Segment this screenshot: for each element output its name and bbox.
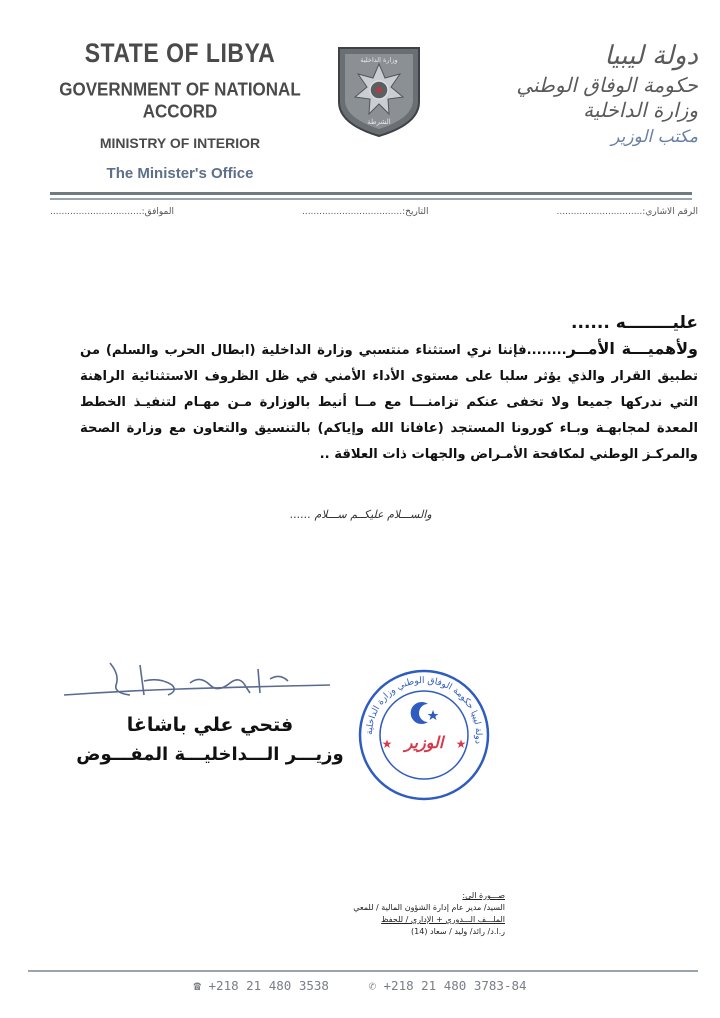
fax-contact bbox=[368, 978, 526, 993]
seal-center-text: الوزير bbox=[404, 733, 444, 752]
government-title-en: GOVERNMENT OF NATIONAL ACCORD bbox=[59, 79, 301, 122]
footer-divider bbox=[28, 970, 698, 972]
date-field: التاريخ:................................... bbox=[301, 207, 429, 217]
official-seal-stamp bbox=[355, 668, 493, 802]
body-paragraph-text: ........فإننا نري استثناء منتسبي وزارة الداخلية (ابطال الحرب والسلم) من تطبيق القرار والذي يؤثر سلبا على مستوى الأداء الأمني في ظل الظروف الاستثنائية الراهنة التي ندركها جميعا ولا تخفى عنكم تزامنـــا مع مــا أنيط بالوزارة مـن مهـام لتنفيـذ الخطط المعدة لمجابهـة وبـاء كورونا المستجد (عافانا الله وإياكم) بالتنسيق والتعاون مع وزارة الصحة والمركـز الوطني لمكافحة الأمـراض والجهات ذات العلاقة .. bbox=[80, 343, 698, 462]
reference-number-field: الرقم الاشاري:.............................. bbox=[556, 207, 698, 217]
header-divider bbox=[50, 192, 692, 195]
state-title-ar: دولة ليبيا bbox=[604, 41, 698, 71]
greeting-line: عليــــــــه ...... bbox=[571, 313, 698, 333]
signer-title: وزيـــر الـــداخليـــة المفـــوض bbox=[76, 744, 344, 765]
fax-number: +218 21 480 3783-84 bbox=[383, 978, 527, 993]
closing-salutation: والســـلام عليكــم ســـلام ...... bbox=[290, 508, 432, 521]
copies-heading: صـــورة الى: bbox=[462, 891, 505, 900]
copies-line-1: السيد/ مدير عام إدارة الشؤون المالية / للمعي bbox=[353, 903, 505, 912]
emblem-top-text: وزارة الداخلية bbox=[360, 56, 398, 64]
svg-text:★: ★ bbox=[455, 737, 467, 751]
header-english bbox=[40, 37, 320, 182]
phone-number: +218 21 480 3538 bbox=[208, 978, 329, 993]
emblem-bottom-text: الشرطة bbox=[367, 118, 391, 126]
signer-name: فتحي علي باشاغا bbox=[126, 714, 294, 736]
body-paragraph bbox=[80, 336, 698, 468]
seal-ring-text: دولة ليبيا حكومة الوفاق الوطني وزارة الداخلية bbox=[364, 675, 484, 745]
government-title-ar: حكومة الوفاق الوطني bbox=[516, 72, 698, 97]
header-divider-thin bbox=[50, 198, 692, 200]
state-title-en: STATE OF LIBYA bbox=[84, 37, 276, 68]
footer-contacts bbox=[0, 978, 720, 993]
reference-row bbox=[50, 207, 698, 227]
signer-block bbox=[60, 710, 360, 770]
copies-to-block bbox=[295, 890, 505, 938]
office-title-en: The Minister's Office bbox=[106, 165, 254, 182]
police-emblem-logo bbox=[333, 44, 425, 138]
copies-line-2: الملـــف الـــدوري + الإداري / للحفظ bbox=[381, 915, 505, 924]
ministry-title-en: MINISTRY OF INTERIOR bbox=[99, 135, 261, 151]
phone-icon: ☎ bbox=[193, 978, 201, 993]
header-arabic bbox=[498, 40, 698, 148]
office-title-ar: مكتب الوزير bbox=[611, 126, 698, 147]
copies-line-3: ر.ا.د/ رائد/ وليد / سعاد (14) bbox=[411, 927, 505, 936]
handwritten-signature bbox=[60, 655, 350, 715]
fax-icon: ✆ bbox=[368, 978, 376, 993]
letter-body bbox=[80, 310, 698, 468]
corresponding-date-field: الموافق:................................ bbox=[50, 207, 174, 217]
ministry-title-ar: وزارة الداخلية bbox=[583, 97, 698, 122]
phone-contact bbox=[193, 978, 328, 993]
importance-phrase: ولأهميـــة الأمــر bbox=[566, 339, 698, 358]
svg-text:★: ★ bbox=[381, 737, 393, 751]
